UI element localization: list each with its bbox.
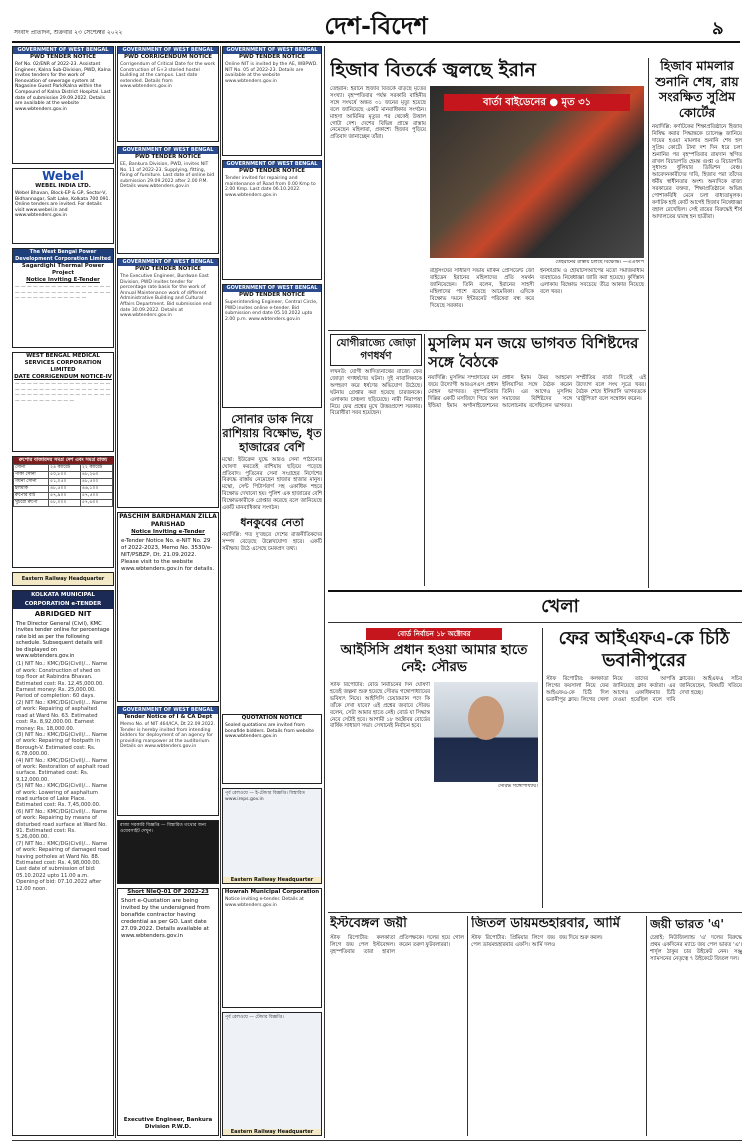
table-cell: ৫৭,৫০০	[81, 493, 113, 500]
quotation-ad	[222, 714, 322, 784]
ifa-story	[546, 628, 742, 908]
iran-text-col	[330, 86, 426, 326]
table-header: সোনা	[14, 465, 49, 472]
jitol-body: স্টাফ রিপোর্টার: প্রিমিয়ার লিগে জয় পেল ডায়মন্ডহারবার এফসি। আর্মি দলও জয় দিয়ে শুরু করল।	[471, 935, 603, 948]
table-cell: ৫১,০৫০	[49, 479, 81, 486]
rich-politician-body: নয়াদিল্লি: গত দু'বছরে দেশের রাজনীতিকদের সম্পদ বেড়েছে উল্লেখযোগ্য হারে। একটি সমীক্ষায় উঠে এসেছে চমকপ্রদ তথ্য।	[222, 532, 322, 552]
ad-header: GOVERNMENT OF WEST BENGAL	[118, 47, 218, 54]
er-logo: Eastern Railway Headquarter	[223, 877, 321, 883]
ad-body: The Executive Engineer, Burdwan East Division, PWD invites tender for percentage rate basis for the work of Annual Maintenance work of different Administrative Building and Cultural Affairs Department. Bid submission end date 30.09.2022. Details at www.wbtenders.gov.in	[120, 274, 212, 319]
hijab-sc-story	[652, 58, 742, 588]
yogi-story	[330, 334, 422, 586]
kmc-name: KOLKATA MUNICIPAL CORPORATION e-TENDER	[13, 591, 113, 609]
ad-body: Memo No. of NIT 464/ICA, Dt 22.09.2022. Tender is hereby invited from intending bidders for deployment of an agency for providing manpower at the auditorium. Details on www.wbtenders.gov.in	[120, 722, 216, 750]
paschim-title: PASCHIM BARDHAMAN ZILLA PARISHAD	[119, 513, 217, 528]
sports-section-title: খেলা	[541, 596, 579, 617]
russia-story	[222, 412, 322, 712]
face-shape	[468, 696, 504, 740]
table-cell: রুপোর বাট	[14, 493, 49, 500]
ads-column-2	[117, 46, 219, 1138]
pwd-tender-ad-4	[222, 46, 322, 156]
ads-column-1	[12, 46, 114, 1138]
bhagwat-body: নয়াদিল্লি: মুসলিম সম্প্রদায়ের মন জয়ে উদ্যোগী আরএসএস প্রধান মোহন ভাগবত। বৃহস্পতিবার দিল্লির একটি মসজিদে গিয়ে অল ইন্ডিয়া ইমাম অর্গানাইজেশনের প্রধান ইমাম উমর আহমেদ ইলিয়াসির সঙ্গে বৈঠক করেন তিনি। এর আগেও মুসলিম সমাজের বিশিষ্টদের সঙ্গে আলোচনায় বসেছিলেন ভাগবত। সম্প্রীতির বার্তা দিতেই এই উদ্যোগ বলে সংঘ সূত্রে খবর। বৈঠক শেষে ইলিয়াসি ভাগবতকে 'রাষ্ট্রপিতা' বলে সম্বোধন করেন।	[428, 375, 646, 409]
table-cell: পাকা সোনা	[14, 472, 49, 479]
pwd-tender-ad-6	[222, 284, 322, 408]
paschim-body: e-Tender Notice No. e-NIT No. 29 of 2022-2023, Memo No. 3530/e-NIT/PSBZP, Dt. 21.09.2022. Please visit to the website www.wbtenders.gov.in for details.	[121, 538, 215, 572]
table-cell: ৫৮,০০০	[49, 500, 81, 507]
quotation-title: QUOTATION NOTICE	[241, 715, 303, 721]
kmc-body: The Director General (Civil), KMC invites tender online for percentage rate bid as per the following schedule. Subsequent details will be displayed on www.wbtenders.gov.in	[16, 621, 110, 660]
ad-body: Tender invited for repairing and maintenance of Road from 0.00 Kmp to 2.00 Kmp. Last date 06.10.2022. www.wbtenders.gov.in	[225, 176, 316, 198]
hijab-sc-body: নয়াদিল্লি: কর্ণাটকের শিক্ষাপ্রতিষ্ঠানে হিজাব নিষিদ্ধ করার সিদ্ধান্তকে চ্যালেঞ্জ জানিয়ে দায়ের হওয়া মামলার শুনানি শেষ হল সুপ্রিম কোর্টে। টানা দশ দিন ধরে চলা শুনানির পর বৃহস্পতিবার রায়দান স্থগিত রাখল বিচারপতি হেমন্ত গুপ্তা ও বিচারপতি সুধাংশু ধুলিয়ার ডিভিশন বেঞ্চ। আবেদনকারীদের দাবি, হিজাব পরা তাঁদের ধর্মীয় স্বাধীনতার অংশ। অন্যদিকে রাজ্য সরকারের বক্তব্য, শিক্ষাপ্রতিষ্ঠানে অভিন্ন পোশাকবিধি মেনে চলা বাধ্যতামূলক। কর্ণাটক হাই কোর্ট আগেই হিজাব নিষেধাজ্ঞা বহাল রেখেছিল। সেই রায়ের বিরুদ্ধেই শীর্ষ আদালতের দ্বারস্থ হন ছাত্রীরা।	[652, 124, 742, 220]
eastbengal-story	[330, 916, 464, 1136]
table-cell: ৫০,৮০০	[49, 472, 81, 479]
ad-header: GOVERNMENT OF WEST BENGAL	[118, 707, 218, 714]
table-cell: ৪৮,৫০০	[49, 486, 81, 493]
pwd-tender-ad	[12, 46, 114, 164]
webel-body: Webel Bhavan, Block-EP & GP, Sector-V, Bidhannagar, Salt Lake, Kolkata 700 091. Online tenders are invited. For details visit www.webel.in and www.wbtenders.gov.in	[15, 191, 110, 219]
iran-body-2: রাষ্ট্রসংঘের সাধারণ সভায় মার্কিন প্রেসিডেন্ট জো বাইডেন ইরানের মহিলাদের প্রতি সমর্থন জানিয়েছেন। তিনি বলেন, ইরানের সাহসী মহিলাদের পাশে রয়েছে আমেরিকা। এদিকে বিক্ষোভ দমনে ইন্টারনেট পরিষেবা বন্ধ করে দিয়েছে সরকার।	[430, 268, 534, 309]
kmc-etender-ad	[12, 590, 114, 1136]
ad-body: Online NIT is invited by the AE, WBPWD. NIT No. 05 of 2022-23. Details are available at the website www.wbtenders.gov.in	[225, 62, 318, 84]
sourav-body-left: স্টাফ রিপোর্টার: বোর্ড নির্বাচনের দিন ঘোষণা হতেই জল্পনা শুরু হয়েছে সৌরভ গঙ্গোপাধ্যায়ের ভবিষ্যৎ নিয়ে। আইসিসি চেয়ারম্যান পদে কি তাঁকে দেখা যাবে? এই প্রশ্নের জবাবে সৌরভ বলেন, সেটা আমার হাতে নেই। বোর্ড যা সিদ্ধান্ত নেবে সেটাই হবে। আগামী ১৮ অক্টোবর বোর্ডের বার্ষিক সাধারণ সভা। সেখানেই নির্বাচন হবে।	[330, 682, 430, 730]
yogi-body: লখনউ: যোগী আদিত্যনাথের রাজ্যে ফের জোড়া গণধর্ষণের ঘটনা। দুই নাবালিকাকে অপহরণ করে ধর্ষণের অভিযোগ উঠেছে। ঘটনায় গ্রেপ্তার করা হয়েছে চারজনকে। এলাকায় চাঞ্চল্য ছড়িয়েছে। নারী নিরাপত্তা নিয়ে ফের প্রশ্নের মুখে উত্তরপ্রদেশ সরকার। বিরোধীরা সরব হয়েছেন।	[330, 369, 422, 417]
er-ad-2	[222, 1012, 322, 1136]
page-number: ৯	[712, 18, 724, 39]
gold-rates-table	[13, 464, 113, 507]
bhagwat-headline: মুসলিম মন জয়ে ভাগবত বিশিষ্টদের সঙ্গে বৈঠকে	[428, 334, 639, 371]
table-cell: ৫৭,৯০০	[49, 493, 81, 500]
russia-headline: সোনার ডাক নিয়ে রাশিয়ায় বিক্ষোভ, ধৃত হাজারের বেশি	[222, 412, 322, 454]
er-logo: Eastern Railway Headquarter	[223, 1129, 321, 1135]
sourav-caption: সৌরভ গঙ্গোপাধ্যায়।	[497, 784, 538, 789]
russia-body: মস্কো: ইউক্রেন যুদ্ধে আরও সেনা পাঠানোর ঘোষণা করতেই রাশিয়ায় ছড়িয়ে পড়েছে প্রতিবাদ। পুতিনের সেনা সংগ্রহের নির্দেশের বিরুদ্ধে রাস্তায় নেমেছেন হাজার হাজার মানুষ। মস্কো, সেন্ট পিটার্সবার্গ সহ একাধিক শহরে বিক্ষোভ দেখানো হয়। পুলিশ এক হাজারের বেশি বিক্ষোভকারীকে গ্রেপ্তার করেছে বলে জানিয়েছে একটি মানবাধিকার সংগঠন।	[222, 457, 322, 511]
ad-body: Ref No. 02/ENR of 2022-23. Assistant Engineer, Kalna Sub-Division, PWD, Kalna invites tenders for the work of Renovation of sewerage system at Nagasine Guest Park/Kalna within the Compound of Kalna District Hospital. Last date of submission 29.09.2022. Details are available at the website www.wbtenders.gov.in	[15, 62, 111, 112]
ifa-body: স্টাফ রিপোর্টার: কলকাতা লিগের ফয়সালা নিয়ে ফের আইএফএ-কে চিঠি দিল ভবানীপুর ক্লাব। লিগের খেলা নিয়ে তাদের আপত্তি জানিয়েছে ক্লাব কর্তারা। এর আগেও একাধিকবার চিঠি দেওয়া হয়েছিল বলে দাবি ক্লাবের। আইএফএ সচিব জানিয়েছেন, বিষয়টি খতিয়ে দেখা হচ্ছে।	[546, 676, 742, 703]
ad-body: Corrigendum of Critical Date for the work Construction of G+3 storied hostel building at the campus. Last date extended. Details from www.wbtenders.gov.in	[120, 62, 216, 90]
ad-subheader: PWD TENDER NOTICE	[238, 168, 306, 174]
ad-subheader: PWD TENDER NOTICE	[238, 292, 306, 298]
jitol-story	[471, 916, 643, 1136]
ad-body: পূর্ব রেলওয়ে — ই-টেন্ডার বিজ্ঞপ্তি। বিস্তারিত www.ireps.gov.in	[225, 791, 306, 802]
india-a-body: চেন্নাই: নিউজিল্যান্ড 'এ' দলের বিরুদ্ধে প্রথম একদিনের ম্যাচে জয় পেল ভারত 'এ'। শার্দূল ঠাকুর চার উইকেট নেন। সঞ্জু স্যামসনের নেতৃত্বে ৭ উইকেটে জিতল দল।	[650, 935, 742, 962]
dark-notice-ad	[117, 820, 219, 884]
iran-kicker-right: মৃত ৩১	[561, 97, 592, 108]
iran-body-3: ইনস্টাগ্রাম ও হোয়াটসঅ্যাপের মতো সমাজমাধ্যম ব্যবহারেও নিষেধাজ্ঞা জারি করা হয়েছে। কুর্দিস্তান এলাকায় বিক্ষোভ সবচেয়ে তীব্র আকার নিয়েছে বলে খবর।	[540, 268, 644, 295]
iran-body-1: তেহরান: ইরানে হিজাব বিতর্কে বাড়ছে মৃতের সংখ্যা। বৃহস্পতিবার পর্যন্ত সরকারি বাহিনীর সঙ্গে সংঘর্ষে অন্তত ৩১ জনের মৃত্যু হয়েছে বলে জানিয়েছে একটি মানবাধিকার সংগঠন। মাহসা আমিনির মৃত্যুর পর থেকেই উত্তাল গোটা দেশ। দেশের বিভিন্ন প্রান্তে রাস্তায় নেমেছেন মহিলারা, প্রকাশ্যে হিজাব পুড়িয়ে প্রতিবাদ জানাচ্ছেন তাঁরা।	[330, 86, 426, 141]
pwd-corrigendum-ad	[117, 46, 219, 142]
table-header: ২৪ ক্যারেট	[49, 465, 81, 472]
howrah-title: Howrah Municipal Corporation	[224, 889, 320, 895]
gold-rates-title: রুপোর বাজারদর সমগ্র দেশ এবং সমগ্র রাজ্য	[13, 457, 113, 464]
table-cell: ৪৮,৫০০	[81, 479, 113, 486]
quotation-body: Sealed quotations are invited from bonafide bidders. Details from website www.wbtenders.gov.in	[225, 723, 314, 740]
pwd-tender-ad-3	[117, 258, 219, 508]
india-a-story	[650, 916, 742, 1136]
masthead	[0, 0, 750, 44]
table-row	[14, 493, 113, 500]
ad-body: পূর্ব রেলওয়ে — টেন্ডার বিজ্ঞপ্তি।	[225, 1015, 284, 1020]
wbmsc-sub: DATE CORRIGENDUM NOTICE-IV	[14, 374, 112, 380]
short-nit-ad	[117, 888, 219, 1136]
table-row	[14, 472, 113, 479]
ica-notice-ad	[117, 706, 219, 816]
table-cell: খুচরো রুপো	[14, 500, 49, 507]
page-title: দেশ-বিদেশ	[324, 11, 428, 38]
ad-subheader: PWD TENDER NOTICE	[238, 54, 306, 60]
ad-header: GOVERNMENT OF WEST BENGAL	[13, 47, 113, 54]
webel-ad	[12, 168, 114, 244]
ad-subheader: PWD TENDER NOTICE	[134, 266, 202, 272]
wbpdcl-body: — — — — — — — — — — — — — — — — — — — — — — — — — — — — — — — — — — — — — — — — — — — —	[15, 285, 111, 302]
paschim-bardhaman-ad	[117, 512, 219, 702]
ad-subheader: PWD CORRIGENDUM NOTICE	[124, 54, 212, 60]
wbpdcl-name: The West Bengal Power Development Corporation Limited	[13, 249, 113, 263]
sourav-photo	[434, 682, 538, 782]
ifa-headline: ফের আইএফএ-কে চিঠি ভবানীপুরের	[558, 628, 730, 671]
india-a-headline: জয়ী ভারত 'এ'	[650, 917, 725, 931]
table-header: ২২ ক্যারেট	[81, 465, 113, 472]
jitol-headline: জিতল ডায়মন্ডহারবার, আর্মি	[471, 916, 620, 931]
iran-photo-caption: তেহরানের রাস্তায় চলছে বিক্ষোভ। —এএফপি	[555, 260, 644, 265]
table-row	[14, 500, 113, 507]
iran-headline: হিজাব বিতর্কে জ্বলছে ইরান	[330, 59, 536, 81]
wbmsc-name: WEST BENGAL MEDICAL SERVICES CORPORATION LIMITED	[24, 353, 102, 373]
table-header-row	[14, 465, 113, 472]
er-ad-1	[222, 788, 322, 884]
table-cell: ৪৬,১০০	[81, 486, 113, 493]
ad-header: GOVERNMENT OF WEST BENGAL	[223, 161, 321, 168]
webel-subtitle: WEBEL INDIA LTD.	[35, 183, 91, 189]
table-cell: ৫৭,৬০০	[81, 500, 113, 507]
dot-icon: ●	[549, 97, 562, 108]
ad-body: EE, Bankura Division, PWD, invites NIT No. 11 of 2022-23. Supplying, fitting, fixing of furniture. Last date of online bid submission 29.09.2022 after 2.00 P.M. Details www.wbtenders.gov.in	[120, 162, 215, 190]
howrah-mc-ad	[222, 888, 322, 1008]
ad-header: GOVERNMENT OF WEST BENGAL	[118, 147, 218, 154]
eastern-railway-ad: Eastern Railway Headquarter	[12, 572, 114, 586]
iran-kicker-badge	[444, 94, 630, 111]
rich-politician-headline: ধনকুবের নেতা	[240, 516, 304, 530]
table-cell: গয়না সোনা	[14, 479, 49, 486]
ad-header: GOVERNMENT OF WEST BENGAL	[223, 285, 321, 292]
ad-body: রাজ্য সরকারি বিজ্ঞপ্তি — বিস্তারিত তথ্যের জন্য ওয়েবসাইট দেখুন।	[120, 823, 207, 834]
gold-rates-box	[12, 456, 114, 568]
ad-subheader: Tender Notice of I & CA Dept	[123, 714, 213, 720]
iran-story	[330, 58, 644, 326]
bhagwat-story	[428, 334, 646, 586]
ad-subheader: PWD TENDER NOTICE	[134, 154, 202, 160]
board-election-kicker: বোর্ড নির্বাচন ১৮ অক্টোবর	[366, 628, 502, 640]
wbpdcl-ad	[12, 248, 114, 348]
table-row	[14, 486, 113, 493]
ad-body: Notice inviting e-tender. Details at www.wbtenders.gov.in	[225, 897, 304, 908]
ad-header: GOVERNMENT OF WEST BENGAL	[223, 47, 321, 54]
webel-logo: Webel	[42, 169, 84, 183]
paschim-sub: Notice Inviting e-Tender	[131, 529, 205, 535]
table-row	[14, 479, 113, 486]
masthead-date: সংবাদ প্রতিদিন, শুক্রবার ২৩ সেপ্টেম্বর ২০২২	[14, 30, 123, 36]
kmc-sub: ABRIDGED NIT	[34, 610, 92, 618]
ad-subheader: PWD TENDER NOTICE	[29, 54, 97, 60]
short-nit-body: Short e-Quotation are being invited by the undersigned from bonafide contractor having credential as per GO. Last date 27.09.2022. Details available at www.wbtenders.gov.in	[121, 898, 210, 939]
table-cell: হলমার্ক	[14, 486, 49, 493]
short-nit-title: Short NIeQ-01 OF 2022-23	[127, 889, 209, 895]
ads-column-3	[222, 46, 322, 1138]
hijab-sc-headline: হিজাব মামলার শুনানি শেষ, রায় সংরক্ষিত সুপ্রিম কোর্টের	[655, 58, 739, 120]
short-nit-sign: Executive Engineer, Bankura Division P.W.D.	[123, 1117, 213, 1130]
wbpdcl-notice: Notice Inviting E-Tender	[26, 277, 100, 283]
wbmsc-ad	[12, 352, 114, 452]
iran-protest-photo	[430, 86, 644, 258]
iran-kicker-left: বার্তা বাইডেনের	[482, 97, 546, 108]
pwd-tender-ad-2	[117, 146, 219, 254]
ad-header: GOVERNMENT OF WEST BENGAL	[118, 259, 218, 266]
kmc-filler: (1) NIT No.: KMC/DG(Civil)/... Name of work: Construction of shed on top floor at Rabindra Bhavan. Estimated cost: Rs. 12,45,000.00. Earnest money: Rs. 25,000.00. Period of completion: 60 days. (2) NIT No.: KMC/DG(Civil)/... Name of work: Repairing of asphalted road at Ward No. 63. Estimated cost: Rs. 8,92,000.00. Earnest money: Rs. 18,000.00. (3) NIT No.: KMC/DG(Civil)/... Name of work: Repairing of footpath in Borough-V. Estimated cost: Rs. 6,78,000.00. (4) NIT No.: KMC/DG(Civil)/... Name of work: Restoration of asphalt road surface. Estimated cost: Rs. 9,12,000.00. (5) NIT No.: KMC/DG(Civil)/... Name of work: Lowering of asphaltum road surface of Lake Place. Estimated cost: Rs. 7,45,000.00. (6) NIT No.: KMC/DG(Civil)/... Name of work: Repairing by means of disturbed road surface at Ward No. 91. Estimated cost: Rs. 5,26,000.00. (7) NIT No.: KMC/DG(Civil)/... Name of work: Repairing of damaged road having potholes at Ward No. 88. Estimated cost: Rs. 4,98,000.00. Last date of submission of bid: 05.10.2022 upto 11.00 a.m. Opening of bid: 07.10.2022 after 12.00 noon.	[16, 661, 110, 892]
ad-body: Superintending Engineer, Central Circle, PWD invites online e-tender. Bid submission end date 05.10.2022 upto 2.00 p.m. www.wbtenders.gov.in	[225, 300, 318, 322]
yogi-headline: যোগীরাজ্যে জোড়া গণধর্ষণ	[330, 334, 422, 366]
eastbengal-body: স্টাফ রিপোর্টার: কলকাতা লিগে জয় পেল ইস্টবেঙ্গল। বৃহস্পতিবার তারা হারাল প্রতিপক্ষকে। দলের হয়ে গোল করেন তরুণ ফুটবলাররা।	[330, 935, 464, 955]
sourav-story	[330, 628, 538, 908]
pwd-tender-ad-5	[222, 160, 322, 280]
eastbengal-headline: ইস্টবেঙ্গল জয়ী	[330, 916, 407, 931]
table-cell: ৪৮,২৬০	[81, 472, 113, 479]
sourav-headline: আইসিসি প্রধান হওয়া আমার হাতে নেই: সৌরভ	[340, 642, 528, 675]
wbmsc-body: — — — — — — — — — — — — — — — — — — — — — — — — — — — — — — — — — — — — — — — — — — — — — — — — — — — — — — — — — —	[15, 382, 111, 404]
wbpdcl-sub: Sagardighi Thermal Power Project	[21, 263, 105, 276]
